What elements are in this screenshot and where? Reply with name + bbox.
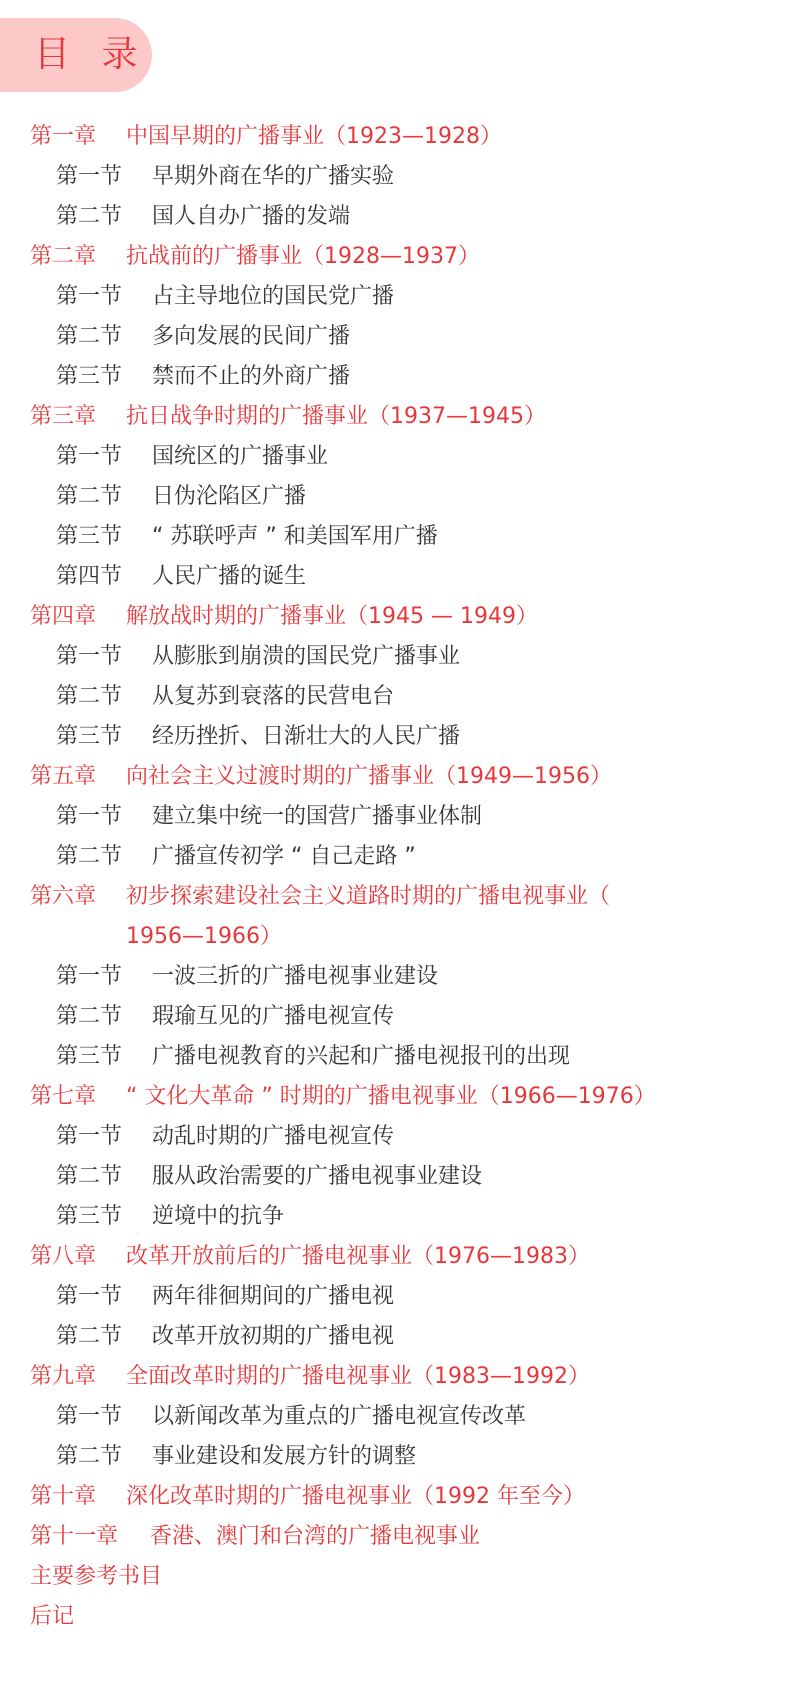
toc-chapter-entry[interactable] [0, 594, 790, 634]
chapter-number: 第五章 [30, 763, 97, 789]
chapter-title: 全面改革时期的广播电视事业（1983—1992） [126, 1363, 590, 1389]
toc-section-entry[interactable] [0, 1434, 790, 1474]
toc-section-entry[interactable] [0, 1394, 790, 1434]
chapter-title: 深化改革时期的广播电视事业（1992 年至今） [126, 1483, 585, 1509]
section-title: 逆境中的抗争 [152, 1203, 285, 1229]
section-number: 第四节 [56, 563, 123, 589]
toc-heading: 目 录 [34, 34, 148, 75]
toc-section-entry[interactable] [0, 1034, 790, 1074]
section-number: 第二节 [56, 203, 123, 229]
toc-chapter-entry[interactable] [0, 1234, 790, 1274]
chapter-number: 第二章 [30, 243, 97, 269]
toc-section-entry[interactable] [0, 354, 790, 394]
section-number: 第三节 [56, 1203, 123, 1229]
section-title: 建立集中统一的国营广播事业体制 [152, 803, 483, 829]
section-title: 人民广播的诞生 [152, 563, 307, 589]
section-number: 第二节 [56, 843, 123, 869]
toc-chapter-entry[interactable] [0, 1074, 790, 1114]
toc-chapter-entry[interactable] [0, 754, 790, 794]
toc-section-entry[interactable] [0, 1274, 790, 1314]
section-title: 国人自办广播的发端 [152, 203, 351, 229]
toc-chapter-entry[interactable] [0, 394, 790, 434]
section-title: 国统区的广播事业 [152, 443, 329, 469]
chapter-title: “ 文化大革命 ” 时期的广播电视事业（1966—1976） [126, 1083, 656, 1109]
section-title: 占主导地位的国民党广播 [152, 283, 395, 309]
section-number: 第三节 [56, 363, 123, 389]
toc-chapter-entry[interactable] [0, 1354, 790, 1394]
section-title: 动乱时期的广播电视宣传 [152, 1123, 395, 1149]
section-title: 事业建设和发展方针的调整 [152, 1443, 417, 1469]
chapter-title: 解放战时期的广播事业（1945 — 1949） [126, 603, 538, 629]
section-title: 广播宣传初学 “ 自己走路 ” [152, 843, 416, 869]
section-number: 第一节 [56, 963, 123, 989]
chapter-number: 第四章 [30, 603, 97, 629]
section-number: 第一节 [56, 443, 123, 469]
toc-section-entry[interactable] [0, 194, 790, 234]
toc-section-entry[interactable] [0, 474, 790, 514]
toc-chapter-entry[interactable] [0, 1514, 790, 1554]
section-number: 第一节 [56, 803, 123, 829]
chapter-number: 第十一章 [30, 1523, 119, 1549]
section-title: 禁而不止的外商广播 [152, 363, 351, 389]
chapter-title: 香港、澳门和台湾的广播电视事业 [150, 1523, 481, 1549]
toc-chapter-entry[interactable] [0, 114, 790, 154]
section-number: 第一节 [56, 643, 123, 669]
section-number: 第三节 [56, 1043, 123, 1069]
section-title: 从复苏到衰落的民营电台 [152, 683, 395, 709]
section-title: 经历挫折、日渐壮大的人民广播 [152, 723, 461, 749]
toc-section-entry[interactable] [0, 954, 790, 994]
toc-section-entry[interactable] [0, 1314, 790, 1354]
toc-section-entry[interactable] [0, 314, 790, 354]
section-number: 第二节 [56, 483, 123, 509]
table-of-contents [0, 114, 790, 1634]
section-number: 第三节 [56, 723, 123, 749]
section-number: 第一节 [56, 1283, 123, 1309]
toc-section-entry[interactable] [0, 154, 790, 194]
toc-misc-entry[interactable] [0, 1554, 790, 1594]
section-title: 以新闻改革为重点的广播电视宣传改革 [152, 1403, 527, 1429]
section-number: 第一节 [56, 283, 123, 309]
section-number: 第二节 [56, 1323, 123, 1349]
toc-chapter-entry[interactable] [0, 874, 790, 914]
toc-chapter-entry[interactable] [0, 1474, 790, 1514]
chapter-number: 第六章 [30, 883, 97, 909]
toc-section-entry[interactable] [0, 434, 790, 474]
section-title: 一波三折的广播电视事业建设 [152, 963, 439, 989]
toc-section-entry[interactable] [0, 1154, 790, 1194]
section-title: 早期外商在华的广播实验 [152, 163, 395, 189]
chapter-title: 抗战前的广播事业（1928—1937） [126, 243, 480, 269]
chapter-title: 后记 [30, 1603, 75, 1629]
toc-section-entry[interactable] [0, 514, 790, 554]
toc-chapter-entry[interactable] [0, 234, 790, 274]
toc-section-entry[interactable] [0, 794, 790, 834]
section-title: 多向发展的民间广播 [152, 323, 351, 349]
chapter-number: 第三章 [30, 403, 97, 429]
toc-section-entry[interactable] [0, 1114, 790, 1154]
chapter-title: 主要参考书目 [30, 1563, 163, 1589]
chapter-number: 第七章 [30, 1083, 97, 1109]
toc-section-entry[interactable] [0, 634, 790, 674]
toc-section-entry[interactable] [0, 674, 790, 714]
section-number: 第一节 [56, 1403, 123, 1429]
section-number: 第三节 [56, 523, 123, 549]
chapter-title: 中国早期的广播事业（1923—1928） [126, 123, 502, 149]
chapter-title: 1956—1966） [126, 923, 282, 949]
section-title: 两年徘徊期间的广播电视 [152, 1283, 395, 1309]
toc-section-entry[interactable] [0, 554, 790, 594]
chapter-number: 第八章 [30, 1243, 97, 1269]
toc-chapter-continuation[interactable] [0, 914, 790, 954]
section-number: 第二节 [56, 1003, 123, 1029]
chapter-number: 第九章 [30, 1363, 97, 1389]
chapter-title: 初步探索建设社会主义道路时期的广播电视事业（ [126, 883, 611, 909]
section-title: 改革开放初期的广播电视 [152, 1323, 395, 1349]
chapter-title: 抗日战争时期的广播事业（1937—1945） [126, 403, 546, 429]
toc-section-entry[interactable] [0, 1194, 790, 1234]
section-number: 第一节 [56, 1123, 123, 1149]
section-number: 第一节 [56, 163, 123, 189]
section-number: 第二节 [56, 1163, 123, 1189]
section-title: 服从政治需要的广播电视事业建设 [152, 1163, 483, 1189]
section-title: “ 苏联呼声 ” 和美国军用广播 [152, 523, 438, 549]
section-title: 从膨胀到崩溃的国民党广播事业 [152, 643, 461, 669]
toc-section-entry[interactable] [0, 714, 790, 754]
chapter-title: 改革开放前后的广播电视事业（1976—1983） [126, 1243, 590, 1269]
toc-section-entry[interactable] [0, 274, 790, 314]
section-title: 广播电视教育的兴起和广播电视报刊的出现 [152, 1043, 571, 1069]
section-number: 第二节 [56, 1443, 123, 1469]
toc-section-entry[interactable] [0, 994, 790, 1034]
chapter-title: 向社会主义过渡时期的广播事业（1949—1956） [126, 763, 612, 789]
section-number: 第二节 [56, 683, 123, 709]
section-number: 第二节 [56, 323, 123, 349]
section-title: 瑕瑜互见的广播电视宣传 [152, 1003, 395, 1029]
chapter-number: 第一章 [30, 123, 97, 149]
section-title: 日伪沦陷区广播 [152, 483, 307, 509]
toc-misc-entry[interactable] [0, 1594, 790, 1634]
chapter-number: 第十章 [30, 1483, 97, 1509]
toc-section-entry[interactable] [0, 834, 790, 874]
